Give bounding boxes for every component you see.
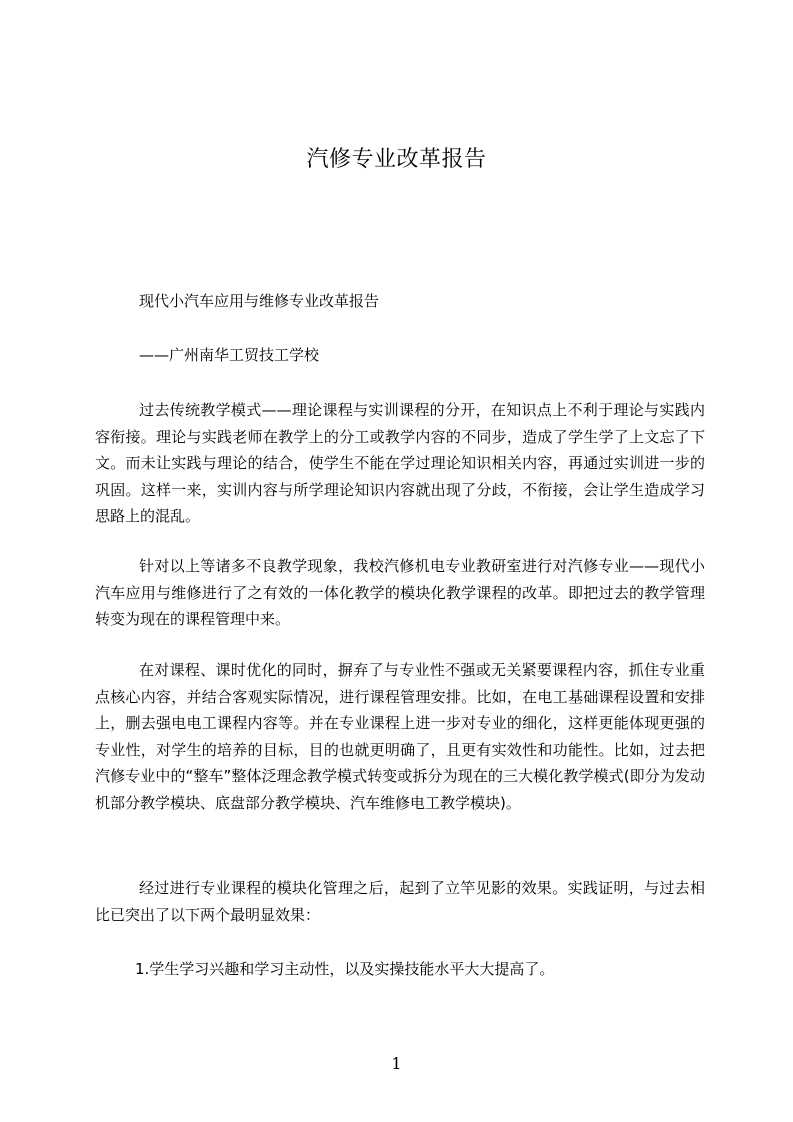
paragraph-2: 针对以上等诸多不良教学现象，我校汽修机电专业教研室进行对汽修专业——现代小汽车应用与维修进行了之有效的一体化教学的模块化教学课程的改革。即把过去的教学管理转变为现在的课程管理中来。: [95, 557, 705, 628]
subtitle: 现代小汽车应用与维修专业改革报告: [139, 292, 380, 310]
paragraph-4: 经过进行专业课程的模块化管理之后，起到了立竿见影的效果。实践证明，与过去相比已突出了以下两个最明显效果：: [95, 879, 705, 924]
document-title: 汽修专业改革报告: [306, 147, 487, 172]
page-number: 1: [391, 1054, 402, 1073]
paragraph-1: 过去传统教学模式——理论课程与实训课程的分开，在知识点上不利于理论与实践内容衔接。理论与实践老师在教学上的分工或教学内容的不同步，造成了学生学了上文忘了下文。而未让实践与理论的结合，使学生不能在学过理论知识相关内容，再通过实训进一步的巩固。这样一来，实训内容与所学理论知识内容就出现了分歧，不衔接，会让学生造成学习思路上的混乱。: [95, 401, 705, 525]
paragraph-3: 在对课程、课时优化的同时，摒弃了与专业性不强或无关紧要课程内容，抓住专业重点核心内容，并结合客观实际情况，进行课程管理安排。比如，在电工基础课程设置和安排上，删去强电电工课程内容等。并在专业课程上进一步对专业的细化，这样更能体现更强的专业性，对学生的培养的目标，目的也就更明确了，且更有实效性和功能性。比如，过去把汽修专业中的“整车”整体泛理念教学模式转变或拆分为现在的三大模化教学模式(即分为发动机部分教学模块、底盘部分教学模块、汽车维修电工教学模块)。: [95, 661, 705, 812]
list-item: 1.学生学习兴趣和学习主动性，以及实操技能水平大大提高了。: [135, 960, 555, 978]
byline: ——广州南华工贸技工学校: [139, 346, 320, 364]
